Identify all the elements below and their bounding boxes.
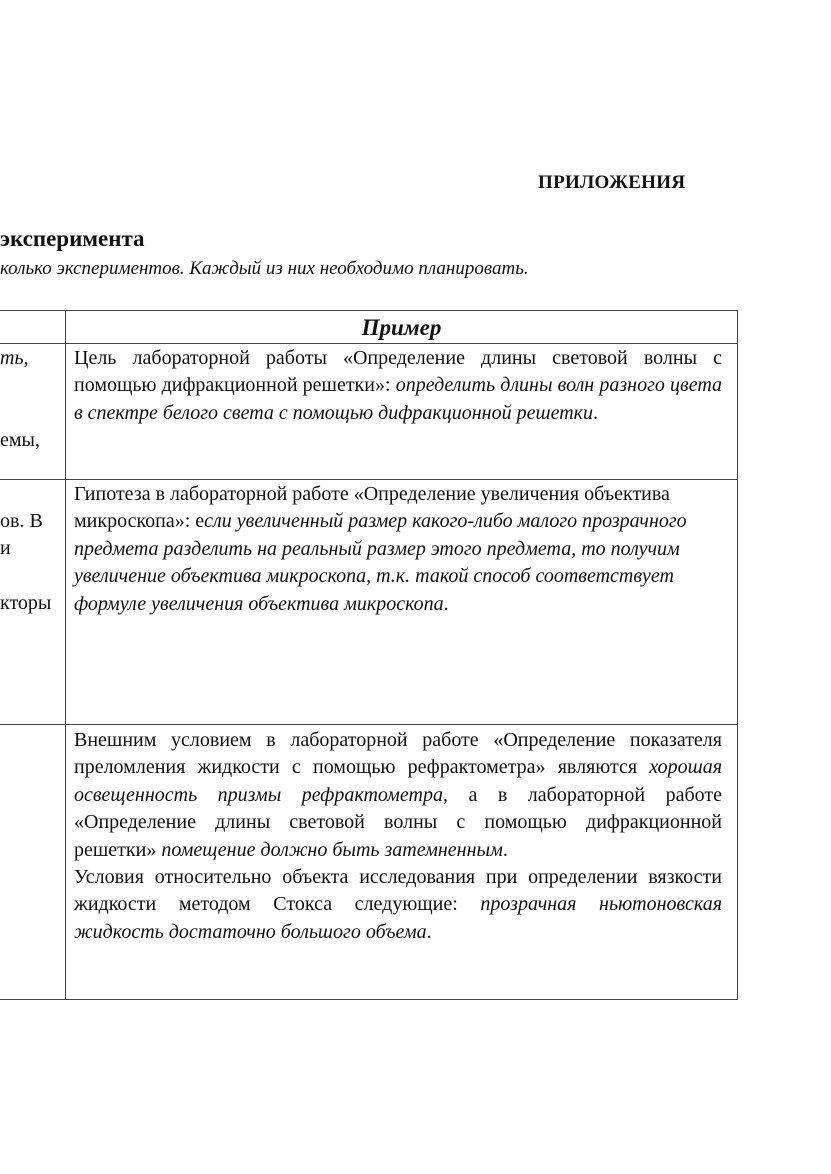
- example-text: Условия относительно объекта исследования при определении вязкости жидкости методом Стокса следующие:: [74, 866, 722, 916]
- example-text-italic: помещение должно быть затемненным: [161, 838, 503, 861]
- example-text: Цель лабораторной работы «Определение длины световой волны с помощью дифракционной решетки»:: [74, 347, 722, 397]
- example-cell-goal: [74, 345, 722, 427]
- example-cell-hypothesis: [74, 481, 722, 618]
- example-text-italic: определить длины волн разного цвета в спектре белого света с помощью дифракционной решетки: [74, 374, 723, 424]
- row-divider: [0, 343, 737, 344]
- example-paragraph: [74, 727, 722, 864]
- section-title: эксперимента: [0, 226, 145, 251]
- page-heading: ПРИЛОЖЕНИЯ: [538, 172, 686, 193]
- example-text: .: [426, 920, 432, 943]
- example-text: , а в лабораторной работе «Определение длины световой волны с помощью дифракционной решетки»: [74, 783, 722, 861]
- example-text-italic: хорошая освещенность призмы рефрактометра: [74, 756, 722, 806]
- example-text: .: [502, 838, 508, 861]
- example-text: Гипотеза в лабораторной работе «Определение увеличения объектива микроскопа»: е: [74, 483, 670, 533]
- row-divider: [0, 479, 737, 480]
- example-text-italic: сли увеличенный размер какого-либо малого прозрачного предмета разделить на реальный размер этого предмета, то получим увеличение объектива микроскопа, т.к. такой способ соответствует формуле увеличения объектива микроскопа: [74, 510, 687, 615]
- left-cell-fragment: ов. В: [0, 510, 43, 532]
- column-divider: [65, 311, 66, 999]
- row-divider: [0, 724, 737, 725]
- examples-table: [0, 310, 738, 1000]
- example-cell-conditions: [74, 727, 722, 946]
- example-text: Внешним условием в лабораторной работе «Определение показателя преломления жидкости с помощью рефрактометра» являются: [74, 729, 722, 779]
- left-cell-fragment: ть,: [0, 347, 29, 369]
- table-header-example: Пример: [361, 315, 442, 340]
- example-paragraph: [74, 864, 722, 946]
- example-text: .: [443, 592, 449, 615]
- intro-text: колько экспериментов. Каждый из них необходимо планировать.: [0, 258, 529, 279]
- left-cell-fragment: емы,: [0, 429, 40, 451]
- example-text-italic: прозрачная ньютоновская жидкость достаточно большого объема: [74, 893, 722, 943]
- left-cell-fragment: и: [0, 537, 11, 559]
- example-text: .: [593, 401, 598, 424]
- left-cell-fragment: кторы: [0, 592, 52, 614]
